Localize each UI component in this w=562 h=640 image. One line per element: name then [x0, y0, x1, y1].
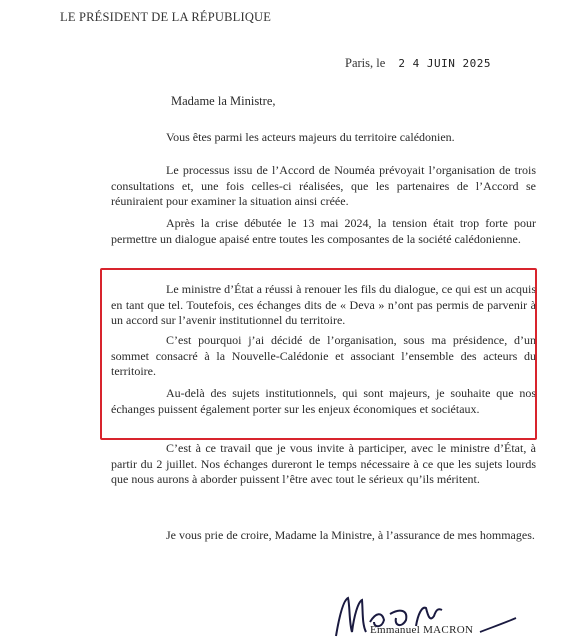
paragraph-6: Au-delà des sujets institutionnels, qui sont majeurs, je souhaite que nos échanges puissent également porter sur les enjeux économiques et sociétaux.	[111, 386, 536, 416]
paragraph-1: Vous êtes parmi les acteurs majeurs du territoire calédonien.	[166, 130, 455, 144]
paragraph-3: Après la crise débutée le 13 mai 2024, la tension était trop forte pour permettre un dialogue apaisé entre toutes les composantes de la société calédonienne.	[111, 216, 536, 246]
paragraph-2: Le processus issu de l’Accord de Nouméa prévoyait l’organisation de trois consultations et, une fois celles-ci réalisées, que les partenaires de l’Accord se réuniraient pour examiner la situation ainsi créée.	[111, 163, 536, 208]
salutation: Madame la Ministre,	[171, 94, 276, 108]
dateline	[345, 56, 491, 71]
paragraph-7: C’est à ce travail que je vous invite à participer, avec le ministre d’État, à partir du 2 juillet. Nos échanges dureront le temps nécessaire à ce que les sujets lourds que nous aurons à aborder puissent l’être avec tout le sérieux qu’ils méritent.	[111, 441, 536, 486]
date-place: Paris, le	[345, 56, 386, 70]
letterhead: LE PRÉSIDENT DE LA RÉPUBLIQUE	[60, 10, 272, 24]
highlight-box	[100, 268, 537, 440]
date-stamp: 2 4 JUIN 2025	[398, 57, 491, 70]
paragraph-5: C’est pourquoi j’ai décidé de l’organisation, sous ma présidence, d’un sommet consacré à la Nouvelle-Calédonie et associant l’ensemble des acteurs du territoire.	[111, 333, 536, 378]
paragraph-4: Le ministre d’État a réussi à renouer les fils du dialogue, ce qui est un acquis en tant que tel. Toutefois, ces échanges dits de « Deva » n’ont pas permis de parvenir à un accord sur l’avenir institutionnel du territoire.	[111, 282, 536, 327]
paragraph-8: Je vous prie de croire, Madame la Ministre, à l’assurance de mes hommages.	[166, 528, 535, 542]
signature-name: Emmanuel MACRON	[370, 624, 474, 636]
